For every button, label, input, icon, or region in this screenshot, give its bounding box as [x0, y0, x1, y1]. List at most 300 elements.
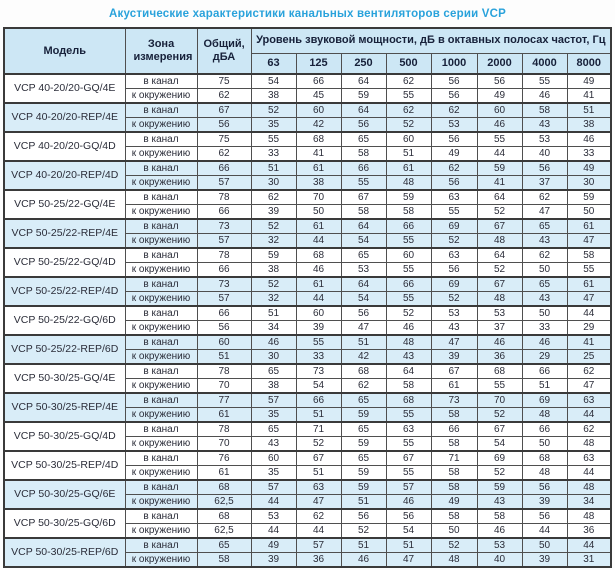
band-level-cell: 53: [522, 132, 567, 147]
band-level-cell: 66: [522, 422, 567, 437]
band-level-cell: 58: [431, 509, 477, 524]
band-level-cell: 56: [341, 509, 386, 524]
band-level-cell: 55: [386, 437, 431, 452]
band-level-cell: 47: [567, 292, 611, 307]
band-level-cell: 33: [522, 321, 567, 336]
band-level-cell: 54: [251, 74, 296, 89]
band-level-cell: 64: [477, 248, 522, 263]
band-level-cell: 48: [567, 437, 611, 452]
band-level-cell: 44: [296, 292, 341, 307]
band-level-cell: 57: [251, 393, 296, 408]
band-level-cell: 55: [386, 408, 431, 423]
band-level-cell: 40: [522, 147, 567, 162]
band-level-cell: 35: [251, 466, 296, 481]
band-level-cell: 48: [567, 480, 611, 495]
band-level-cell: 50: [522, 306, 567, 321]
zone-cell: в канал: [125, 190, 197, 205]
model-cell: VCP 40-20/20-REP/4E: [4, 103, 125, 132]
band-level-cell: 73: [431, 393, 477, 408]
band-level-cell: 51: [567, 103, 611, 118]
band-level-cell: 29: [567, 321, 611, 336]
band-level-cell: 59: [477, 480, 522, 495]
band-level-cell: 48: [477, 234, 522, 249]
band-level-cell: 62: [522, 248, 567, 263]
model-cell: VCP 50-30/25-GQ/4D: [4, 422, 125, 451]
model-cell: VCP 50-25/22-GQ/6D: [4, 306, 125, 335]
band-level-cell: 52: [477, 205, 522, 220]
band-level-cell: 46: [341, 553, 386, 568]
band-level-cell: 46: [296, 263, 341, 278]
zone-cell: к окружению: [125, 292, 197, 307]
band-level-cell: 58: [431, 480, 477, 495]
band-level-cell: 46: [477, 335, 522, 350]
total-dba-cell: 56: [197, 118, 251, 133]
band-level-cell: 70: [296, 190, 341, 205]
band-level-cell: 47: [386, 553, 431, 568]
band-level-cell: 46: [567, 132, 611, 147]
band-level-cell: 59: [567, 190, 611, 205]
band-level-cell: 71: [296, 422, 341, 437]
band-level-cell: 56: [431, 89, 477, 104]
table-row-duct: [4, 161, 611, 176]
band-level-cell: 34: [567, 495, 611, 510]
band-level-cell: 50: [567, 205, 611, 220]
total-dba-cell: 78: [197, 190, 251, 205]
zone-cell: к окружению: [125, 234, 197, 249]
zone-cell: в канал: [125, 393, 197, 408]
band-level-cell: 36: [477, 350, 522, 365]
band-level-cell: 52: [477, 466, 522, 481]
table-row-duct: [4, 103, 611, 118]
band-level-cell: 57: [251, 480, 296, 495]
band-level-cell: 63: [386, 422, 431, 437]
band-level-cell: 61: [296, 161, 341, 176]
band-level-cell: 51: [296, 466, 341, 481]
band-level-cell: 38: [251, 263, 296, 278]
band-level-cell: 61: [296, 277, 341, 292]
band-level-cell: 48: [386, 176, 431, 191]
table-row-duct: [4, 248, 611, 263]
band-level-cell: 55: [567, 263, 611, 278]
band-level-cell: 63: [431, 190, 477, 205]
band-level-cell: 59: [341, 89, 386, 104]
band-level-cell: 65: [251, 364, 296, 379]
band-level-cell: 38: [251, 89, 296, 104]
total-dba-cell: 62,5: [197, 495, 251, 510]
band-level-cell: 44: [251, 524, 296, 539]
total-dba-cell: 76: [197, 451, 251, 466]
total-dba-cell: 62: [197, 89, 251, 104]
column-header-frequency: 500: [386, 53, 431, 74]
band-level-cell: 63: [296, 480, 341, 495]
band-level-cell: 48: [567, 509, 611, 524]
band-level-cell: 44: [567, 538, 611, 553]
band-level-cell: 55: [386, 263, 431, 278]
band-level-cell: 55: [341, 176, 386, 191]
zone-cell: к окружению: [125, 495, 197, 510]
total-dba-cell: 78: [197, 248, 251, 263]
table-row-duct: [4, 277, 611, 292]
model-cell: VCP 50-25/22-REP/6D: [4, 335, 125, 364]
band-level-cell: 49: [431, 147, 477, 162]
band-level-cell: 53: [477, 538, 522, 553]
band-level-cell: 43: [522, 292, 567, 307]
zone-cell: в канал: [125, 103, 197, 118]
band-level-cell: 66: [341, 161, 386, 176]
band-level-cell: 40: [477, 553, 522, 568]
band-level-cell: 57: [386, 480, 431, 495]
band-level-cell: 65: [341, 451, 386, 466]
band-level-cell: 39: [251, 205, 296, 220]
total-dba-cell: 56: [197, 321, 251, 336]
band-level-cell: 55: [477, 379, 522, 394]
band-level-cell: 39: [251, 553, 296, 568]
band-level-cell: 46: [386, 321, 431, 336]
model-cell: VCP 50-30/25-GQ/4E: [4, 364, 125, 393]
total-dba-cell: 62,5: [197, 524, 251, 539]
band-level-cell: 66: [522, 364, 567, 379]
zone-cell: к окружению: [125, 408, 197, 423]
band-level-cell: 52: [296, 437, 341, 452]
band-level-cell: 43: [251, 437, 296, 452]
band-level-cell: 62: [341, 379, 386, 394]
band-level-cell: 48: [386, 335, 431, 350]
band-level-cell: 44: [296, 524, 341, 539]
band-level-cell: 32: [251, 234, 296, 249]
band-level-cell: 50: [522, 538, 567, 553]
band-level-cell: 29: [522, 350, 567, 365]
band-level-cell: 65: [251, 422, 296, 437]
zone-cell: в канал: [125, 219, 197, 234]
zone-cell: в канал: [125, 364, 197, 379]
band-level-cell: 46: [477, 118, 522, 133]
band-level-cell: 61: [386, 161, 431, 176]
band-level-cell: 33: [567, 147, 611, 162]
band-level-cell: 62: [386, 74, 431, 89]
band-level-cell: 67: [296, 451, 341, 466]
band-level-cell: 56: [341, 306, 386, 321]
band-level-cell: 41: [477, 176, 522, 191]
band-level-cell: 57: [296, 538, 341, 553]
band-level-cell: 62: [431, 161, 477, 176]
band-level-cell: 44: [567, 306, 611, 321]
table-row-duct: [4, 538, 611, 553]
band-level-cell: 56: [431, 176, 477, 191]
band-level-cell: 67: [477, 422, 522, 437]
total-dba-cell: 61: [197, 466, 251, 481]
table-row-duct: [4, 335, 611, 350]
band-level-cell: 46: [522, 335, 567, 350]
band-level-cell: 38: [251, 379, 296, 394]
column-header-total: Общий, дБА: [197, 28, 251, 74]
band-level-cell: 33: [296, 350, 341, 365]
table-row-duct: [4, 74, 611, 89]
band-level-cell: 63: [567, 393, 611, 408]
band-level-cell: 32: [251, 292, 296, 307]
band-level-cell: 58: [477, 509, 522, 524]
zone-cell: в канал: [125, 132, 197, 147]
column-header-frequency: 250: [341, 53, 386, 74]
band-level-cell: 56: [522, 509, 567, 524]
band-level-cell: 44: [567, 408, 611, 423]
zone-cell: в канал: [125, 277, 197, 292]
zone-cell: к окружению: [125, 524, 197, 539]
band-level-cell: 61: [296, 219, 341, 234]
band-level-cell: 55: [522, 74, 567, 89]
band-level-cell: 59: [386, 190, 431, 205]
band-level-cell: 46: [386, 495, 431, 510]
band-level-cell: 69: [431, 277, 477, 292]
band-level-cell: 62: [296, 509, 341, 524]
total-dba-cell: 66: [197, 263, 251, 278]
total-dba-cell: 57: [197, 234, 251, 249]
band-level-cell: 48: [522, 466, 567, 481]
band-level-cell: 49: [567, 74, 611, 89]
band-level-cell: 42: [341, 350, 386, 365]
band-level-cell: 47: [567, 379, 611, 394]
zone-cell: к окружению: [125, 118, 197, 133]
band-level-cell: 65: [341, 393, 386, 408]
table-row-duct: [4, 219, 611, 234]
total-dba-cell: 70: [197, 437, 251, 452]
zone-cell: в канал: [125, 306, 197, 321]
total-dba-cell: 61: [197, 408, 251, 423]
band-level-cell: 47: [522, 205, 567, 220]
band-level-cell: 64: [341, 277, 386, 292]
band-level-cell: 25: [567, 350, 611, 365]
band-level-cell: 37: [522, 176, 567, 191]
band-level-cell: 70: [477, 393, 522, 408]
band-level-cell: 53: [431, 118, 477, 133]
total-dba-cell: 73: [197, 277, 251, 292]
band-level-cell: 30: [251, 350, 296, 365]
band-level-cell: 64: [341, 103, 386, 118]
zone-cell: к окружению: [125, 147, 197, 162]
band-level-cell: 52: [431, 292, 477, 307]
band-level-cell: 69: [477, 451, 522, 466]
band-level-cell: 63: [567, 451, 611, 466]
band-level-cell: 56: [431, 74, 477, 89]
band-level-cell: 51: [386, 147, 431, 162]
band-level-cell: 67: [477, 277, 522, 292]
total-dba-cell: 78: [197, 364, 251, 379]
band-level-cell: 53: [431, 306, 477, 321]
band-level-cell: 73: [296, 364, 341, 379]
column-header-model: Модель: [4, 28, 125, 74]
band-level-cell: 46: [522, 89, 567, 104]
band-level-cell: 43: [522, 118, 567, 133]
band-level-cell: 43: [386, 350, 431, 365]
band-level-cell: 64: [477, 190, 522, 205]
column-header-frequency: 125: [296, 53, 341, 74]
band-level-cell: 62: [386, 103, 431, 118]
band-level-cell: 49: [567, 161, 611, 176]
band-level-cell: 68: [477, 364, 522, 379]
band-level-cell: 54: [477, 437, 522, 452]
total-dba-cell: 78: [197, 422, 251, 437]
band-level-cell: 69: [431, 219, 477, 234]
band-level-cell: 52: [251, 277, 296, 292]
band-level-cell: 49: [251, 538, 296, 553]
band-level-cell: 65: [522, 219, 567, 234]
band-level-cell: 60: [251, 451, 296, 466]
zone-cell: в канал: [125, 74, 197, 89]
band-level-cell: 63: [431, 248, 477, 263]
band-level-cell: 62: [567, 364, 611, 379]
band-level-cell: 52: [386, 118, 431, 133]
band-level-cell: 39: [296, 321, 341, 336]
band-level-cell: 34: [251, 321, 296, 336]
band-level-cell: 69: [522, 393, 567, 408]
band-level-cell: 55: [251, 132, 296, 147]
total-dba-cell: 70: [197, 379, 251, 394]
model-cell: VCP 40-20/20-REP/4D: [4, 161, 125, 190]
band-level-cell: 41: [296, 147, 341, 162]
model-cell: VCP 50-25/22-REP/4E: [4, 219, 125, 248]
model-cell: VCP 50-25/22-GQ/4D: [4, 248, 125, 277]
table-row-duct: [4, 393, 611, 408]
band-level-cell: 49: [431, 495, 477, 510]
band-level-cell: 30: [251, 176, 296, 191]
zone-cell: в канал: [125, 451, 197, 466]
band-level-cell: 58: [522, 103, 567, 118]
band-level-cell: 59: [251, 248, 296, 263]
band-level-cell: 60: [386, 248, 431, 263]
zone-cell: в канал: [125, 538, 197, 553]
zone-cell: к окружению: [125, 553, 197, 568]
band-level-cell: 58: [386, 379, 431, 394]
band-level-cell: 42: [296, 118, 341, 133]
band-level-cell: 55: [431, 205, 477, 220]
table-header: [4, 28, 611, 74]
band-level-cell: 65: [341, 422, 386, 437]
zone-cell: к окружению: [125, 466, 197, 481]
band-level-cell: 59: [341, 480, 386, 495]
band-level-cell: 50: [522, 263, 567, 278]
band-level-cell: 43: [431, 321, 477, 336]
band-level-cell: 64: [341, 74, 386, 89]
band-level-cell: 66: [431, 422, 477, 437]
column-header-frequency: 8000: [567, 53, 611, 74]
band-level-cell: 51: [341, 335, 386, 350]
band-level-cell: 61: [567, 277, 611, 292]
band-level-cell: 50: [431, 524, 477, 539]
total-dba-cell: 68: [197, 480, 251, 495]
total-dba-cell: 77: [197, 393, 251, 408]
band-level-cell: 39: [431, 350, 477, 365]
table-row-duct: [4, 132, 611, 147]
band-level-cell: 71: [431, 451, 477, 466]
band-level-cell: 55: [296, 335, 341, 350]
band-level-cell: 53: [251, 509, 296, 524]
band-level-cell: 47: [296, 495, 341, 510]
band-level-cell: 47: [341, 321, 386, 336]
table-row-duct: [4, 422, 611, 437]
band-level-cell: 44: [567, 466, 611, 481]
band-level-cell: 65: [341, 132, 386, 147]
band-level-cell: 36: [296, 553, 341, 568]
zone-cell: к окружению: [125, 263, 197, 278]
model-cell: VCP 50-30/25-REP/4E: [4, 393, 125, 422]
zone-cell: в канал: [125, 248, 197, 263]
band-level-cell: 51: [251, 161, 296, 176]
band-level-cell: 66: [296, 74, 341, 89]
total-dba-cell: 62: [197, 147, 251, 162]
model-cell: VCP 40-20/20-GQ/4E: [4, 74, 125, 103]
band-level-cell: 56: [477, 74, 522, 89]
model-cell: VCP 50-25/22-REP/4D: [4, 277, 125, 306]
band-level-cell: 60: [386, 132, 431, 147]
band-level-cell: 66: [296, 393, 341, 408]
band-level-cell: 44: [251, 495, 296, 510]
total-dba-cell: 60: [197, 335, 251, 350]
column-header-frequency: 2000: [477, 53, 522, 74]
zone-cell: в канал: [125, 161, 197, 176]
band-level-cell: 56: [341, 118, 386, 133]
band-level-cell: 61: [567, 219, 611, 234]
band-level-cell: 60: [296, 103, 341, 118]
model-cell: VCP 50-30/25-REP/4D: [4, 451, 125, 480]
band-level-cell: 55: [477, 132, 522, 147]
total-dba-cell: 58: [197, 553, 251, 568]
band-level-cell: 64: [386, 364, 431, 379]
band-level-cell: 44: [477, 147, 522, 162]
band-level-cell: 59: [341, 466, 386, 481]
band-level-cell: 54: [341, 292, 386, 307]
band-level-cell: 62: [522, 190, 567, 205]
band-level-cell: 48: [477, 292, 522, 307]
band-level-cell: 68: [296, 248, 341, 263]
zone-cell: к окружению: [125, 176, 197, 191]
band-level-cell: 38: [296, 176, 341, 191]
band-level-cell: 52: [386, 306, 431, 321]
zone-cell: к окружению: [125, 89, 197, 104]
band-level-cell: 50: [522, 437, 567, 452]
band-level-cell: 51: [341, 538, 386, 553]
band-level-cell: 37: [477, 321, 522, 336]
model-cell: VCP 50-30/25-GQ/6D: [4, 509, 125, 538]
model-cell: VCP 50-25/22-GQ/4E: [4, 190, 125, 219]
band-level-cell: 55: [386, 292, 431, 307]
total-dba-cell: 67: [197, 103, 251, 118]
band-level-cell: 44: [296, 234, 341, 249]
band-level-cell: 46: [251, 335, 296, 350]
band-level-cell: 68: [522, 451, 567, 466]
band-level-cell: 48: [522, 408, 567, 423]
band-level-cell: 62: [567, 422, 611, 437]
band-level-cell: 51: [251, 306, 296, 321]
band-level-cell: 47: [431, 335, 477, 350]
band-level-cell: 58: [341, 147, 386, 162]
band-level-cell: 52: [251, 219, 296, 234]
total-dba-cell: 66: [197, 306, 251, 321]
band-level-cell: 43: [477, 495, 522, 510]
band-level-cell: 67: [477, 219, 522, 234]
column-header-frequency: 4000: [522, 53, 567, 74]
band-level-cell: 59: [341, 408, 386, 423]
band-level-cell: 67: [386, 451, 431, 466]
band-level-cell: 56: [431, 132, 477, 147]
zone-cell: к окружению: [125, 379, 197, 394]
band-level-cell: 43: [522, 234, 567, 249]
column-header-frequency: 1000: [431, 53, 477, 74]
band-level-cell: 30: [567, 176, 611, 191]
band-level-cell: 67: [341, 190, 386, 205]
column-header-frequency-group: Уровень звуковой мощности, дБ в октавных полосах частот, Гц: [251, 28, 611, 53]
band-level-cell: 56: [386, 509, 431, 524]
acoustic-table: [3, 27, 612, 568]
table-row-duct: [4, 480, 611, 495]
